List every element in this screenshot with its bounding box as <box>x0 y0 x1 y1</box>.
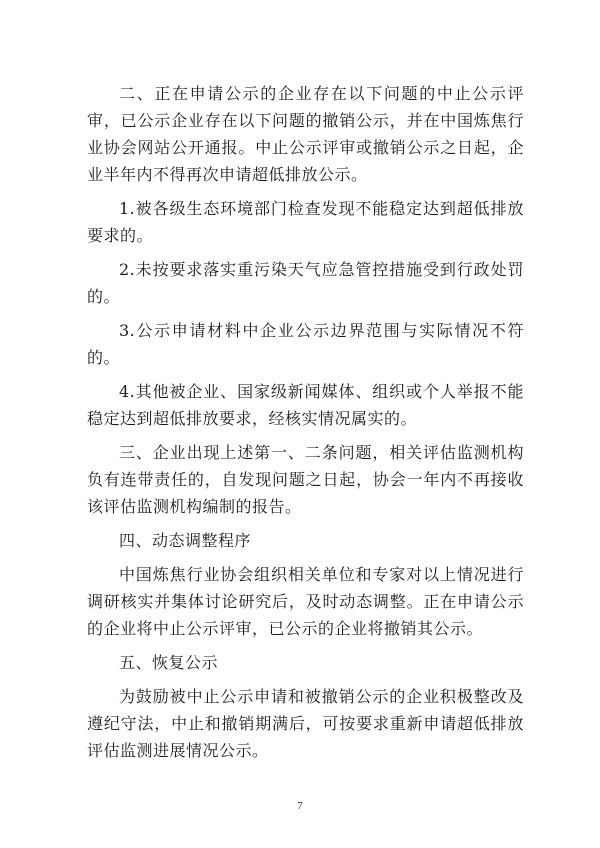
document-body <box>87 80 524 771</box>
paragraph-restore-publicity: 为鼓励被中止公示申请和被撤销公示的企业积极整改及遵纪守法，中止和撤销期满后，可按要求重新申请超低排放评估监测进展情况公示。 <box>87 687 524 760</box>
paragraph-item-2: 2.未按要求落实重污染天气应急管控措施受到行政处罚的。 <box>87 260 524 306</box>
paragraph-dynamic-adjustment: 中国炼焦行业协会组织相关单位和专家对以上情况进行调研核实并集体讨论研究后，及时动态调整。正在申请公示的企业将中止公示评审，已公示的企业将撤销其公示。 <box>87 565 524 638</box>
paragraph-item-4: 4.其他被企业、国家级新闻媒体、组织或个人举报不能稳定达到超低排放要求，经核实情况属实的。 <box>87 382 524 428</box>
paragraph-joint-liability: 三、企业出现上述第一、二条问题，相关评估监测机构负有连带责任的，自发现问题之日起，协会一年内不再接收该评估监测机构编制的报告。 <box>87 443 524 516</box>
paragraph-item-1: 1.被各级生态环境部门检查发现不能稳定达到超低排放要求的。 <box>87 199 524 245</box>
section-heading-restore-publicity: 五、恢复公示 <box>119 653 219 672</box>
paragraph-item-3: 3.公示申请材料中企业公示边界范围与实际情况不符的。 <box>87 321 524 367</box>
section-heading-dynamic-adjustment: 四、动态调整程序 <box>119 531 252 550</box>
page-number: 7 <box>297 800 303 812</box>
paragraph-suspension-rules: 二、正在申请公示的企业存在以下问题的中止公示评审，已公示企业存在以下问题的撤销公示，并在中国炼焦行业协会网站公开通报。中止公示评审或撤销公示之日起，企业半年内不得再次申请超低排放公示。 <box>87 84 524 184</box>
